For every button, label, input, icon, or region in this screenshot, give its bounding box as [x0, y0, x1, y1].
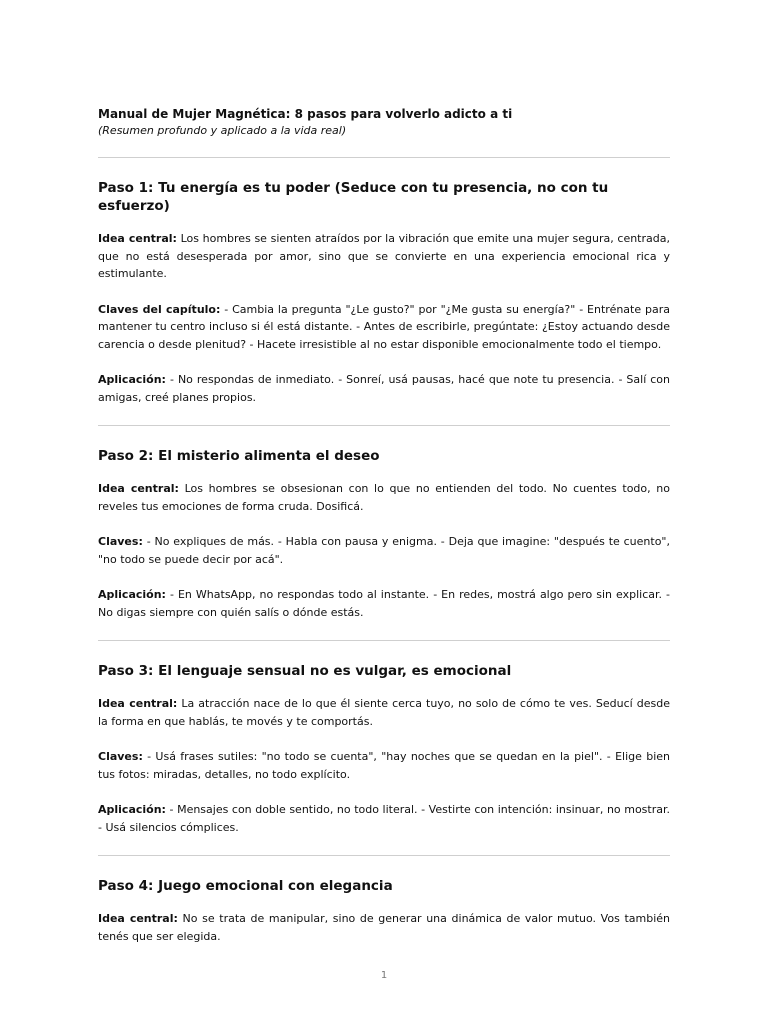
paragraph-label: Aplicación:: [98, 588, 166, 601]
paragraph-idea-central: [98, 910, 670, 945]
paragraph-text: - No expliques de más. - Habla con pausa y enigma. - Deja que imagine: "después te cuento", "no todo se puede decir por acá".: [98, 535, 670, 566]
document-title: Manual de Mujer Magnética: 8 pasos para volverlo adicto a ti: [98, 107, 513, 121]
paragraph-text: Los hombres se sienten atraídos por la vibración que emite una mujer segura, centrada, que no está desesperada por amor, sino que se convierte en una experiencia emocional rica y estimulante.: [98, 232, 670, 280]
paragraph-text: - No respondas de inmediato. - Sonreí, usá pausas, hacé que note tu presencia. - Salí con amigas, creé planes propios.: [98, 373, 671, 404]
paragraph-claves: [98, 533, 670, 568]
paragraph-idea-central: [98, 480, 670, 515]
paragraph-text: Los hombres se obsesionan con lo que no entienden del todo. No cuentes todo, no reveles tus emociones de forma cruda. Dosificá.: [98, 482, 670, 513]
paragraph-label: Aplicación:: [98, 803, 166, 816]
paragraph-label: Claves:: [98, 535, 143, 548]
paragraph-label: Claves del capítulo:: [98, 302, 221, 316]
document-subtitle: (Resumen profundo y aplicado a la vida real): [98, 124, 347, 137]
paragraph-label: Idea central:: [98, 697, 178, 710]
paragraph-idea-central: [98, 695, 670, 730]
paragraph-label: Idea central:: [98, 912, 178, 925]
paragraph-aplicacion: [98, 371, 670, 406]
section-paso-3: [98, 662, 670, 836]
paragraph-label: Claves:: [98, 750, 143, 763]
paragraph-text: - Usá frases sutiles: "no todo se cuenta", "hay noches que se quedan en la piel". - Elige bien tus fotos: miradas, detalles, no todo explícito.: [98, 750, 670, 781]
section-title: Paso 4: Juego emocional con elegancia: [98, 878, 393, 894]
paragraph-text: - En WhatsApp, no respondas todo al instante. - En redes, mostrá algo pero sin explicar. - No digas siempre con quién salís o dónde estás.: [98, 588, 670, 619]
paragraph-aplicacion: [98, 801, 670, 836]
section-title: Paso 2: El misterio alimenta el deseo: [98, 448, 380, 464]
section-paso-4: [98, 877, 670, 945]
section-title: Paso 1: Tu energía es tu poder (Seduce con tu presencia, no con tu esfuerzo): [98, 180, 609, 214]
divider: [98, 425, 670, 426]
page-number: 1: [380, 970, 388, 981]
section-paso-2: [98, 447, 670, 621]
paragraph-text: - Mensajes con doble sentido, no todo literal. - Vestirte con intención: insinuar, no mostrar. - Usá silencios cómplices.: [98, 803, 670, 834]
paragraph-aplicacion: [98, 586, 670, 621]
divider: [98, 157, 670, 158]
paragraph-idea-central: [98, 230, 670, 283]
paragraph-claves: [98, 748, 670, 783]
paragraph-text: No se trata de manipular, sino de generar una dinámica de valor mutuo. Vos también tenés que ser elegida.: [98, 912, 670, 943]
divider: [98, 855, 670, 856]
divider: [98, 640, 670, 641]
paragraph-label: Idea central:: [98, 482, 179, 495]
paragraph-claves: [98, 301, 670, 354]
paragraph-text: - Cambia la pregunta "¿Le gusto?" por "¿Me gusta su energía?" - Entrénate para mantener tu centro incluso si él está distante. - Antes de escribirle, pregúntate: ¿Estoy actuando desde carencia o desde plenitud? - Hacete irresistible al no estar disponible emocionalmente todo el tiempo.: [98, 302, 670, 351]
paragraph-text: La atracción nace de lo que él siente cerca tuyo, no solo de cómo te ves. Seducí desde la forma en que hablás, te movés y te comportás.: [98, 697, 670, 728]
section-title: Paso 3: El lenguaje sensual no es vulgar, es emocional: [98, 663, 512, 679]
paragraph-label: Aplicación:: [98, 373, 166, 386]
paragraph-label: Idea central:: [98, 232, 177, 245]
section-paso-1: [98, 179, 670, 406]
